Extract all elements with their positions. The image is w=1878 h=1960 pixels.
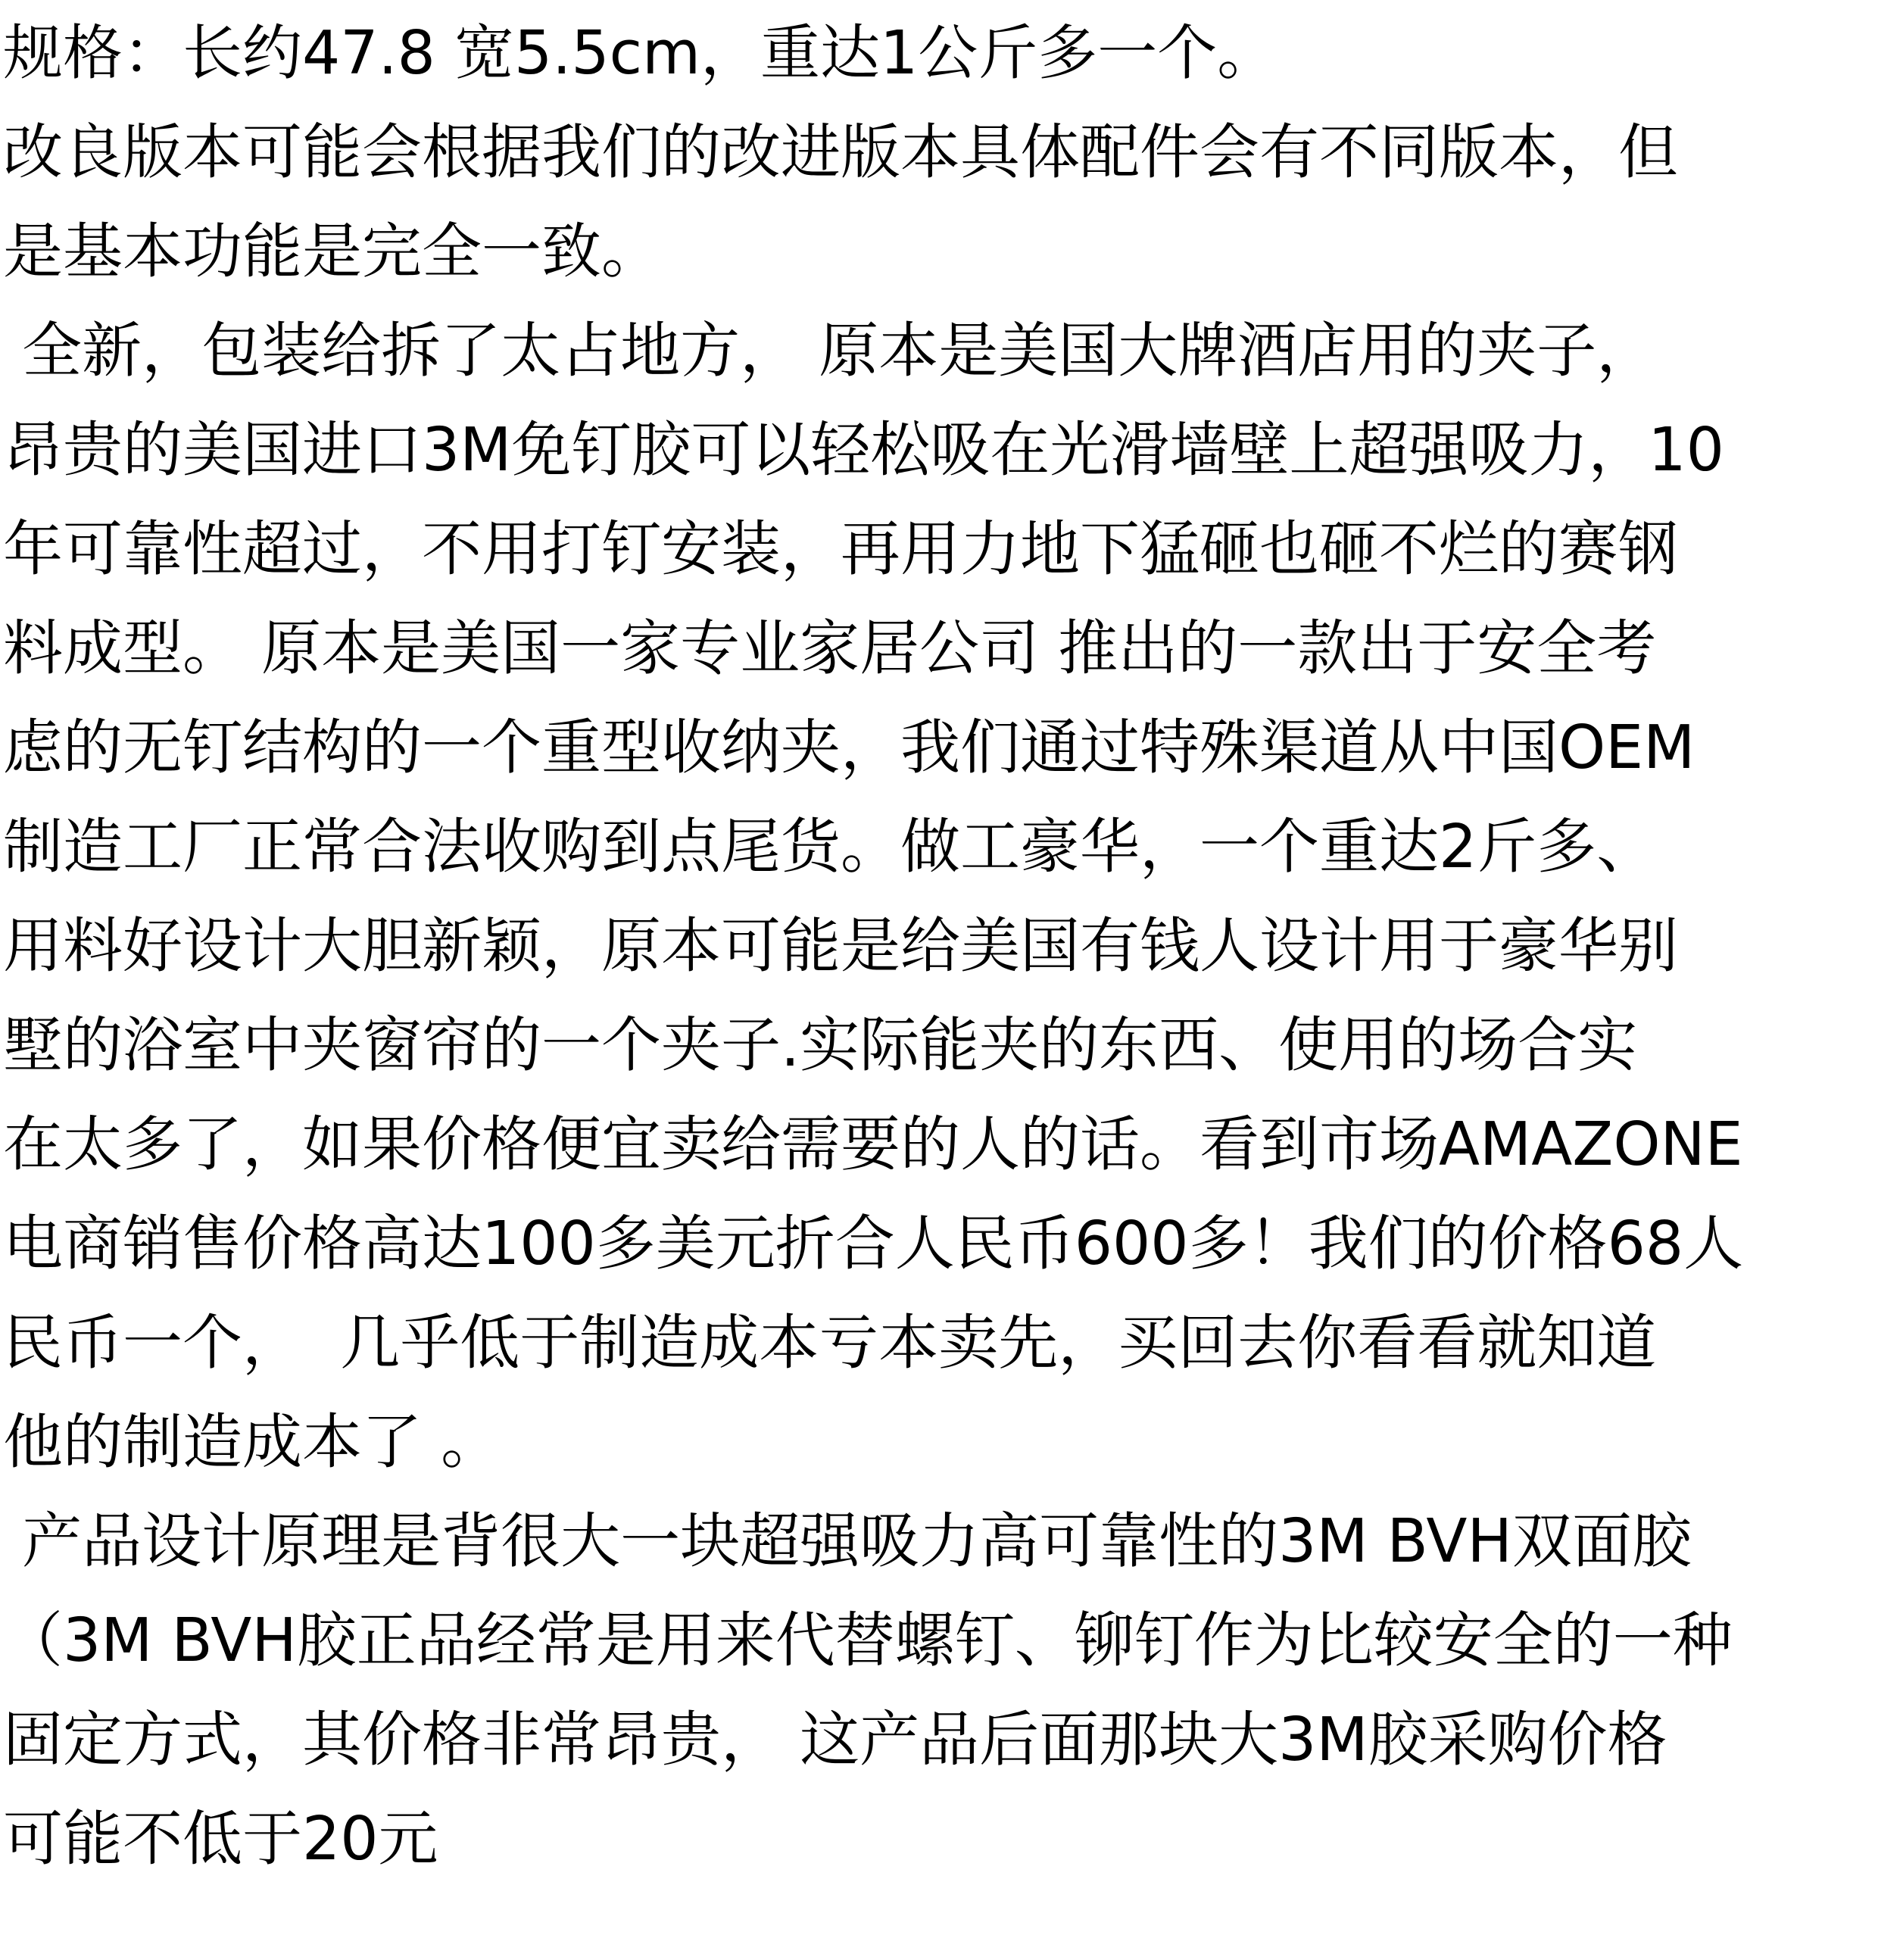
text-line-17: （3M BVH胶正品经常是用来代替螺钉、铆钉作为比较安全的一种 [3,1606,1733,1675]
text-line-11: 墅的浴室中夹窗帘的一个夹子.实际能夹的东西、使用的场合实 [3,1010,1638,1080]
text-line-14: 民币一个， 几乎低于制造成本亏本卖先，买回去你看看就知道 [3,1308,1657,1378]
text-line-18: 固定方式，其价格非常昂贵， 这产品后面那块大3M胶采购价格 [3,1705,1667,1774]
text-line-4: 全新，包装给拆了太占地方， 原本是美国大牌酒店用的夹子， [3,316,1657,385]
text-line-8: 虑的无钉结构的一个重型收纳夹，我们通过特殊渠道从中国OEM [3,713,1696,782]
text-line-2: 改良版本可能会根据我们的改进版本具体配件会有不同版本，但 [3,117,1678,187]
text-line-10: 用料好设计大胆新颖，原本可能是给美国有钱人设计用于豪华别 [3,911,1678,981]
text-line-9: 制造工厂正常合法收购到点尾货。做工豪华，一个重达2斤多、 [3,812,1657,882]
text-line-16: 产品设计原理是背很大一块超强吸力高可靠性的3M BVH双面胶 [3,1506,1692,1576]
text-line-6: 年可靠性超过，不用打钉安装，再用力地下猛砸也砸不烂的赛钢 [3,514,1678,584]
text-line-7: 料成型。 原本是美国一家专业家居公司 推出的一款出于安全考 [3,613,1657,683]
text-line-12: 在太多了，如果价格便宜卖给需要的人的话。看到市场AMAZONE [3,1110,1743,1179]
text-line-13: 电商销售价格高达100多美元折合人民币600多！我们的价格68人 [3,1209,1744,1278]
text-line-19: 可能不低于20元 [3,1804,438,1874]
text-line-15: 他的制造成本了 。 [3,1407,501,1477]
text-line-1: 规格：长约47.8 宽5.5cm，重达1公斤多一个。 [3,18,1277,88]
text-line-5: 昂贵的美国进口3M免钉胶可以轻松吸在光滑墙壁上超强吸力，10 [3,415,1724,485]
text-line-3: 是基本功能是完全一致。 [3,217,661,286]
